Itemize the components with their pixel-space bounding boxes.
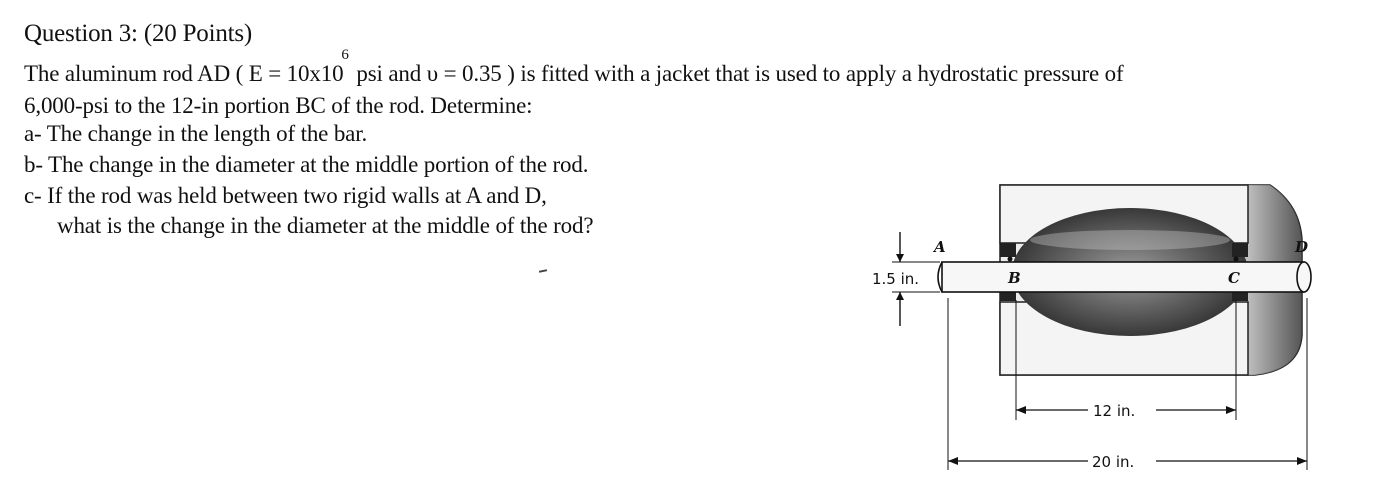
dim-bc-label: 12 in. [1093,402,1136,420]
label-a: A [934,238,946,256]
label-b: B [1008,269,1021,287]
problem-statement-line-2: 6,000-psi to the 12-in portion BC of the rod. Determine: [24,93,533,118]
label-d: D [1295,238,1309,256]
diameter-dimension [872,232,940,326]
aluminum-rod [938,262,1311,292]
item-a: a- The change in the length of the bar. [24,121,368,146]
statement-part1: The aluminum rod AD ( E = 10x10 [24,61,344,86]
item-c-line-2: what is the change in the diameter at the middle of the rod? [57,213,594,238]
item-b: b- The change in the diameter at the middle portion of the rod. [24,152,589,177]
exponent: 6 [341,47,349,63]
dim-diameter-label: 1.5 in. [872,270,920,288]
statement-part2: psi and υ = 0.35 ) is fitted with a jacket that is used to apply a hydrostatic pressure of [350,61,1124,86]
question-title: Question 3: (20 Points) [24,20,253,47]
figure-svg [860,180,1320,480]
label-c: C [1228,269,1240,287]
stray-mark [539,269,547,273]
ad-length-dimension [948,453,1307,471]
problem-statement-line-1 [24,47,1124,87]
item-c-line-1: c- If the rod was held between two rigid walls at A and D, [24,183,547,208]
dim-ad-label: 20 in. [1092,453,1135,471]
rod-jacket-figure [860,180,1320,480]
bc-length-dimension [1016,402,1236,420]
